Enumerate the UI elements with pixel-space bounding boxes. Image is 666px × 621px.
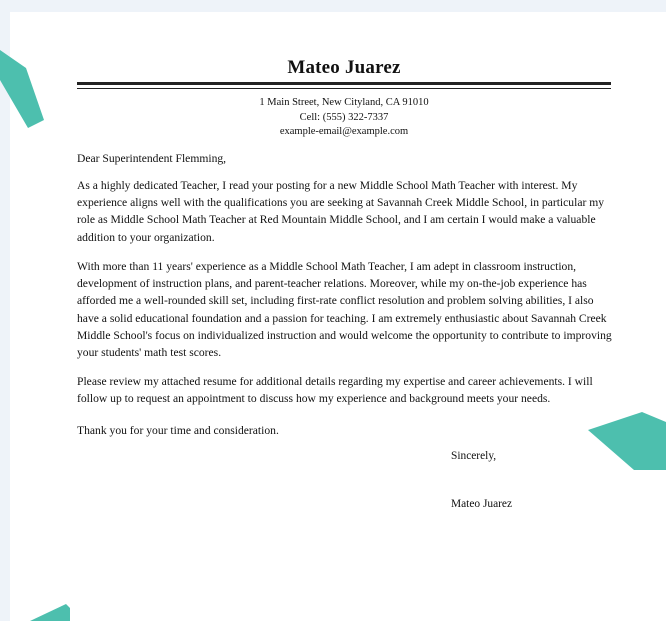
paragraph-intro (77, 177, 617, 246)
email-line: example-email@example.com (279, 126, 409, 137)
paragraph-experience (77, 258, 617, 361)
contact-block (77, 96, 611, 140)
header-rule-thin (77, 88, 611, 89)
paragraph-text: As a highly dedicated Teacher, I read your posting for a new Middle School Math Teacher with interest. My experience aligns well with the qualifications you are seeking at Savannah Creek Middle School, in particular my role as Middle School Math Teacher at Red Mountain Middle School, and I am certain I would make a valuable addition to your organization. (77, 179, 605, 244)
sender-name: Mateo Juarez (287, 57, 401, 78)
paragraph-text: Thank you for your time and consideration. (77, 424, 279, 437)
address-line: 1 Main Street, New Cityland, CA 91010 (259, 97, 429, 108)
paragraph-followup (77, 373, 617, 407)
header-rule-thick (77, 82, 611, 85)
paragraph-thanks (77, 422, 617, 439)
signature: Mateo Juarez (451, 498, 513, 510)
arrow-top-left-icon (0, 48, 50, 128)
arrow-bottom-left-icon (22, 604, 70, 621)
phone-line: Cell: (555) 322-7337 (299, 111, 389, 123)
paragraph-text: With more than 11 years' experience as a Middle School Math Teacher, I am adept in classroom instruction, development of instruction plans, and parent-teacher relations. Moreover, while my on-the-job experience has afforded me a well-rounded skill set, including first-rate conflict resolution and problem solving abilities, I also have a solid educational foundation and a passion for teaching. I am extremely enthusiastic about Savannah Creek Middle School's focus on individualized instruction and would welcome the opportunity to contribute to improving your students' math test scores. (77, 260, 612, 360)
closing: Sincerely, (451, 450, 497, 462)
salutation: Dear Superintendent Flemming, (77, 152, 227, 165)
paragraph-text: Please review my attached resume for additional details regarding my expertise and career achievements. I will follow up to request an appointment to discuss how my experience and background meets your needs. (77, 375, 593, 406)
arrow-right-icon (586, 412, 666, 472)
